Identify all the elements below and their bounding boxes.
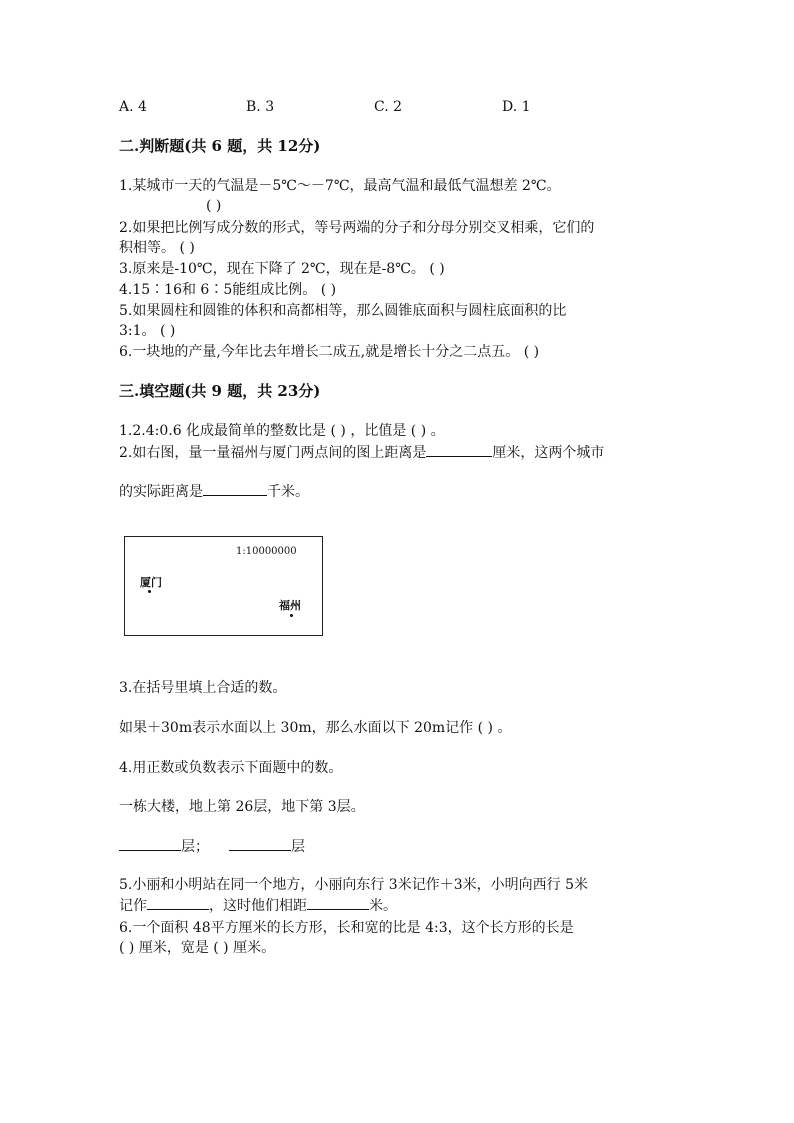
fill-q2-text-c: 的实际距离是 bbox=[119, 484, 203, 500]
city-dot-xiamen bbox=[148, 590, 151, 593]
fill-q2-text-b: 厘米，这两个城市 bbox=[492, 445, 605, 461]
fill-q6-line1: 6.一个面积 48平方厘米的长方形，长和宽的比是 4:3，这个长方形的长是 bbox=[119, 920, 574, 936]
judgement-q4: 4.15∶16和 6∶5能组成比例。 ( ) bbox=[119, 282, 337, 298]
judgement-q5-line1: 5.如果圆柱和圆锥的体积和高都相等，那么圆锥底面积与圆柱底面积的比 bbox=[119, 303, 567, 319]
fill-q3-title: 3.在括号里填上合适的数。 bbox=[119, 680, 287, 696]
fill-q5-line1: 5.小丽和小明站在同一个地方，小丽向东行 3米记作＋3米，小明向西行 5米 bbox=[119, 877, 588, 893]
judgement-q5-line2: 3:1。 ( ) bbox=[119, 323, 176, 339]
judgement-q3: 3.原来是-10℃，现在下降了 2℃，现在是-8℃。 ( ) bbox=[119, 261, 445, 277]
answer-blank[interactable] bbox=[229, 836, 291, 851]
fill-q6-line2: ( ) 厘米，宽是 ( ) 厘米。 bbox=[119, 940, 276, 956]
answer-blank[interactable] bbox=[147, 895, 209, 910]
map-scale: 1:10000000 bbox=[236, 546, 297, 557]
option-d: D. 1 bbox=[502, 99, 531, 115]
fill-q4-unit2: 层 bbox=[291, 839, 305, 855]
fill-q2-line2 bbox=[119, 481, 309, 502]
fill-q5-line2 bbox=[119, 895, 397, 916]
judgement-q6: 6.一块地的产量,今年比去年增长二成五,就是增长十分之二点五。 ( ) bbox=[119, 344, 540, 360]
judgement-q2-line1: 2.如果把比例写成分数的形式，等号两端的分子和分母分别交叉相乘，它们的 bbox=[119, 220, 595, 236]
fill-q5-text-c: 米。 bbox=[369, 898, 397, 914]
section-heading-judgement: 二.判断题(共 6 题，共 12分) bbox=[119, 137, 321, 155]
option-c: C. 2 bbox=[374, 99, 403, 115]
fill-q2-text-d: 千米。 bbox=[267, 484, 309, 500]
fill-q5-text-a: 记作 bbox=[119, 898, 147, 914]
fill-q4-unit1: 层； bbox=[181, 839, 209, 855]
judgement-q1-line2: ( ) bbox=[206, 198, 222, 214]
option-b: B. 3 bbox=[246, 99, 275, 115]
judgement-q1-line1: 1.某城市一天的气温是－5℃～－7℃，最高气温和最低气温想差 2℃。 bbox=[119, 178, 561, 194]
answer-blank[interactable] bbox=[203, 481, 267, 496]
fill-q4-title: 4.用正数或负数表示下面题中的数。 bbox=[119, 760, 343, 776]
fill-q4-body: 一栋大楼，地上第 26层，地下第 3层。 bbox=[119, 799, 365, 815]
fill-q3-body: 如果＋30m表示水面以上 30m，那么水面以下 20m记作 ( ) 。 bbox=[119, 720, 512, 736]
answer-blank[interactable] bbox=[119, 836, 181, 851]
answer-blank[interactable] bbox=[307, 895, 369, 910]
judgement-q2-line2: 积相等。 ( ) bbox=[119, 240, 195, 256]
map-figure bbox=[124, 536, 323, 636]
city-dot-fuzhou bbox=[290, 614, 293, 617]
fill-q1: 1.2.4:0.6 化成最简单的整数比是 ( ) ，比值是 ( ) 。 bbox=[119, 423, 445, 439]
city-label-xiamen: 厦门 bbox=[140, 576, 162, 589]
fill-q5-text-b: ，这时他们相距 bbox=[209, 898, 307, 914]
fill-q2-text-a: 2.如右图，量一量福州与厦门两点间的图上距离是 bbox=[119, 445, 427, 461]
city-label-fuzhou: 福州 bbox=[279, 599, 301, 612]
fill-q2-line1 bbox=[119, 442, 604, 463]
option-a: A. 4 bbox=[119, 99, 147, 115]
answer-blank[interactable] bbox=[426, 442, 492, 457]
section-heading-fill: 三.填空题(共 9 题，共 23分) bbox=[119, 382, 321, 400]
fill-q4-answers bbox=[119, 836, 305, 857]
